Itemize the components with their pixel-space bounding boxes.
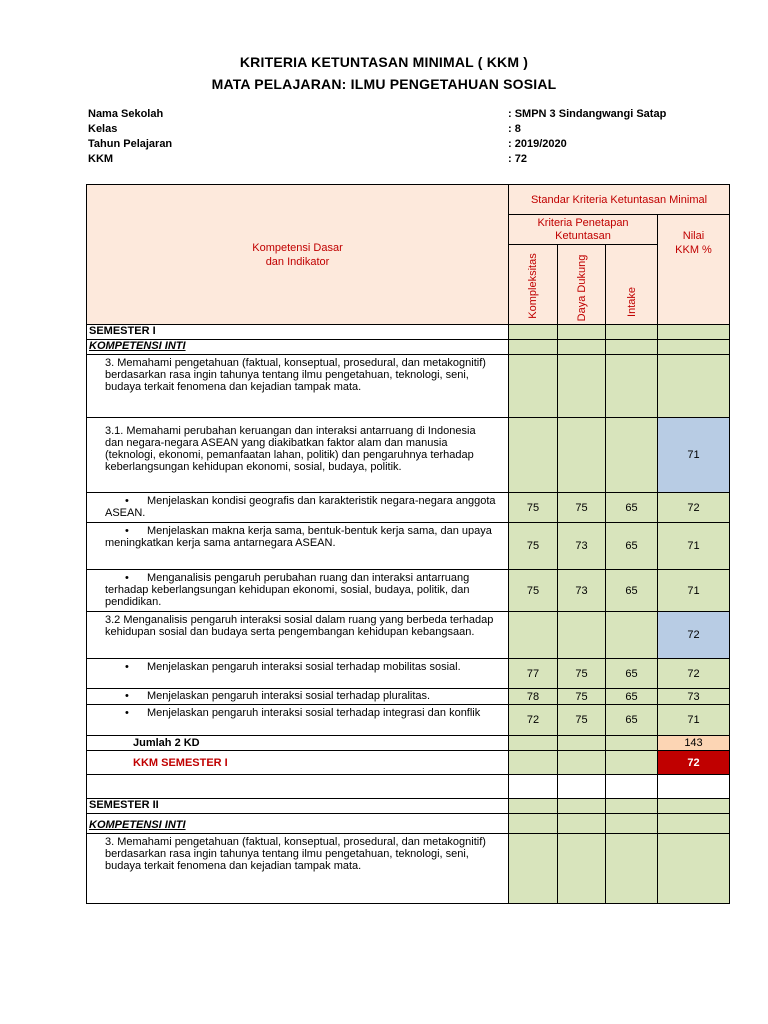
nilai-kkm: 71 — [658, 705, 730, 736]
table-row — [87, 775, 730, 799]
nilai-kkm: 71 — [658, 523, 730, 570]
nilai-intake: 65 — [606, 523, 658, 570]
header-kompleksitas-label: Kompleksitas — [527, 253, 539, 319]
title-line-1: KRITERIA KETUNTASAN MINIMAL ( KKM ) — [239, 54, 529, 70]
info-label: Nama Sekolah — [88, 108, 164, 120]
table-row — [87, 523, 730, 570]
nilai-kkm: 71 — [658, 570, 730, 612]
header-kd-line2: dan Indikator — [265, 255, 330, 268]
table-row — [87, 418, 730, 493]
info-row-kkm — [88, 152, 728, 167]
table-row — [87, 659, 730, 689]
kd-3-2-text: 3.2 Menganalisis pengaruh interaksi sosial dalam ruang yang berbeda terhadap kehidupan sosial dan budaya serta pengembangan kehidupan kebangsaan. — [87, 612, 509, 659]
kd-3-2-nilai: 72 — [658, 612, 730, 659]
nilai-intake: 65 — [606, 705, 658, 736]
nilai-intake: 65 — [606, 689, 658, 705]
table-row — [87, 751, 730, 775]
nilai-kompleksitas: 75 — [509, 523, 558, 570]
kkm-semester-label: KKM SEMESTER I — [87, 751, 509, 775]
kompetensi-inti-label: KOMPETENSI INTI — [87, 814, 509, 834]
indikator-text: • Menjelaskan kondisi geografis dan karakteristik negara-negara anggota ASEAN. — [87, 493, 509, 523]
info-row-class — [88, 122, 728, 137]
kompetensi-inti-text: 3. Memahami pengetahuan (faktual, konseptual, prosedural, dan metakognitif) berdasarkan rasa ingin tahunya tentang ilmu pengetahuan, teknologi, seni, budaya terkait fenomena dan kejadian tampak mata. — [87, 834, 509, 904]
info-row-year — [88, 137, 728, 152]
header-intake — [606, 245, 658, 325]
document-title — [0, 51, 768, 95]
nilai-daya-dukung: 73 — [558, 570, 606, 612]
semester-label: SEMESTER II — [87, 799, 509, 814]
nilai-intake: 65 — [606, 493, 658, 523]
header-kriteria-line2: Ketuntasan — [555, 229, 611, 242]
school-info — [88, 107, 728, 167]
nilai-kompleksitas: 75 — [509, 570, 558, 612]
header-standar: Standar Kriteria Ketuntasan Minimal — [509, 185, 730, 215]
header-kd-line1: Kompetensi Dasar — [252, 241, 343, 254]
table-row — [87, 689, 730, 705]
header-kompleksitas — [509, 245, 558, 325]
info-label: KKM — [88, 153, 114, 165]
table-row — [87, 705, 730, 736]
nilai-daya-dukung: 75 — [558, 689, 606, 705]
nilai-kkm: 73 — [658, 689, 730, 705]
header-daya-dukung-label: Daya Dukung — [575, 254, 588, 322]
jumlah-kd-value: 143 — [658, 736, 730, 751]
table-row — [87, 799, 730, 814]
nilai-kompleksitas: 75 — [509, 493, 558, 523]
table-row — [87, 612, 730, 659]
table-row — [87, 834, 730, 904]
indikator-text: • Menganalisis pengaruh perubahan ruang dan interaksi antarruang terhadap keberlangsungan kehidupan ekonomi, sosial, budaya, politik, dan pendidikan. — [87, 570, 509, 612]
nilai-intake: 65 — [606, 659, 658, 689]
header-kompetensi-dasar — [87, 185, 509, 325]
table-row — [87, 325, 730, 340]
header-nilai — [658, 215, 730, 325]
kompetensi-inti-label: KOMPETENSI INTI — [87, 340, 509, 355]
nilai-daya-dukung: 75 — [558, 705, 606, 736]
table-row — [87, 493, 730, 523]
header-kriteria-line1: Kriteria Penetapan — [537, 216, 629, 229]
info-value: : 72 — [508, 153, 527, 165]
info-value: : SMPN 3 Sindangwangi Satap — [508, 108, 667, 120]
header-daya-dukung — [558, 245, 606, 325]
semester-label: SEMESTER I — [87, 325, 509, 340]
info-value: : 8 — [508, 123, 521, 135]
table-row — [87, 340, 730, 355]
nilai-kkm: 72 — [658, 493, 730, 523]
kd-3-1-nilai: 71 — [658, 418, 730, 493]
table-row — [87, 814, 730, 834]
info-label: Tahun Pelajaran — [88, 138, 173, 150]
table-row — [87, 355, 730, 418]
kkm-table — [86, 184, 730, 904]
info-value: : 2019/2020 — [508, 138, 567, 150]
nilai-daya-dukung: 75 — [558, 659, 606, 689]
table-row — [87, 736, 730, 751]
info-row-school — [88, 107, 728, 122]
jumlah-kd-label: Jumlah 2 KD — [87, 736, 509, 751]
indikator-text: • Menjelaskan pengaruh interaksi sosial terhadap pluralitas. — [87, 689, 509, 705]
kkm-semester-value: 72 — [658, 751, 730, 775]
header-nilai-line2: KKM % — [675, 244, 712, 256]
nilai-daya-dukung: 73 — [558, 523, 606, 570]
header-nilai-line1: Nilai — [682, 230, 705, 242]
nilai-kkm: 72 — [658, 659, 730, 689]
title-line-2: MATA PELAJARAN: ILMU PENGETAHUAN SOSIAL — [211, 76, 557, 92]
kd-3-1-text: 3.1. Memahami perubahan keruangan dan interaksi antarruang di Indonesia dan negara-negara ASEAN yang diakibatkan faktor alam dan manusia (teknologi, ekonomi, pemanfaatan lahan, politik) dan pengaruhnya terhadap keberlangsungan kehidupan ekonomi, sosial, budaya, politik. — [87, 418, 509, 493]
kompetensi-inti-text: 3. Memahami pengetahuan (faktual, konseptual, prosedural, dan metakognitif) berdasarkan rasa ingin tahunya tentang ilmu pengetahuan, teknologi, seni, budaya terkait fenomena dan kejadian tampak mata. — [87, 355, 509, 418]
nilai-kompleksitas: 78 — [509, 689, 558, 705]
indikator-text: • Menjelaskan pengaruh interaksi sosial terhadap mobilitas sosial. — [87, 659, 509, 689]
nilai-intake: 65 — [606, 570, 658, 612]
table-row — [87, 570, 730, 612]
nilai-kompleksitas: 72 — [509, 705, 558, 736]
nilai-daya-dukung: 75 — [558, 493, 606, 523]
nilai-kompleksitas: 77 — [509, 659, 558, 689]
indikator-text: • Menjelaskan pengaruh interaksi sosial terhadap integrasi dan konflik — [87, 705, 509, 736]
info-label: Kelas — [88, 123, 118, 135]
indikator-text: • Menjelaskan makna kerja sama, bentuk-bentuk kerja sama, dan upaya meningkatkan kerja sama antarnegara ASEAN. — [87, 523, 509, 570]
header-intake-label: Intake — [625, 287, 638, 317]
header-kriteria — [509, 215, 658, 245]
